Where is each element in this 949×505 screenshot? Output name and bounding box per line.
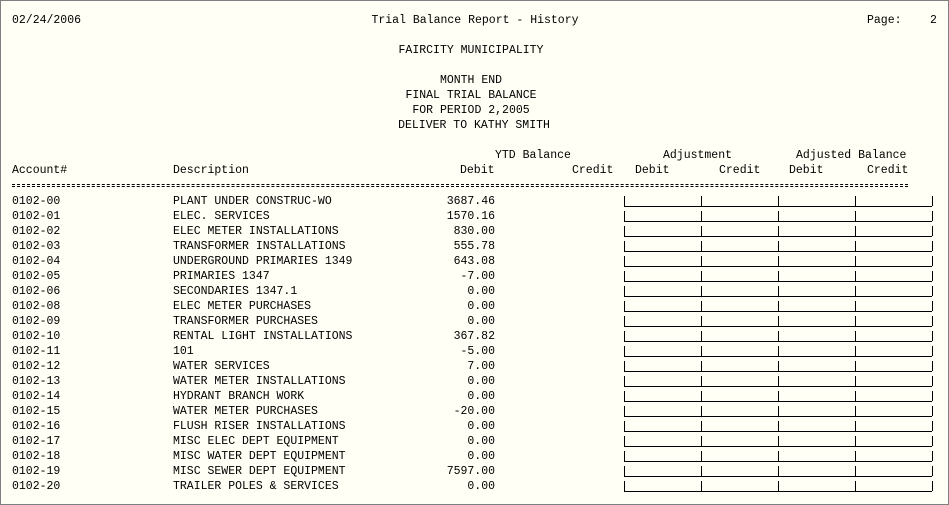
ytd-debit-value: 555.78 [453,240,495,253]
adj-debit-field[interactable] [624,421,701,432]
adj-credit-field[interactable] [701,211,778,222]
account-number: 0102-01 [12,210,61,223]
field-end-bar [932,391,933,401]
entry-fields [624,226,933,237]
ytd-credit-header: Credit [572,164,614,177]
ytd-debit-value: 1570.16 [446,210,495,223]
account-number: 0102-12 [12,360,61,373]
account-description: ELEC METER INSTALLATIONS [173,225,339,238]
account-description: ELEC METER PURCHASES [173,300,312,313]
entry-fields [624,436,933,447]
adjbal-debit-field[interactable] [778,406,855,417]
account-description: MISC SEWER DEPT EQUIPMENT [173,465,346,478]
adj-debit-field[interactable] [624,406,701,417]
table-row [1,344,948,359]
field-end-bar [932,421,933,431]
adj-credit-field[interactable] [701,331,778,342]
header-separator-lower [12,186,908,187]
field-end-bar [932,316,933,326]
adj-credit-field[interactable] [701,436,778,447]
adjbal-debit-field[interactable] [778,286,855,297]
adjbal-debit-field[interactable] [778,241,855,252]
account-number: 0102-10 [12,330,61,343]
table-row [1,434,948,449]
field-end-bar [932,331,933,341]
adjbal-debit-field[interactable] [778,226,855,237]
adjbal-credit-header: Credit [867,164,909,177]
adj-debit-field[interactable] [624,391,701,402]
field-end-bar [932,256,933,266]
account-description: TRANSFORMER PURCHASES [173,315,318,328]
table-row [1,194,948,209]
table-row [1,329,948,344]
entry-fields [624,466,933,477]
adjbal-credit-field[interactable] [855,361,932,372]
adjbal-credit-field[interactable] [855,241,932,252]
header-line-3: FOR PERIOD 2,2005 [412,104,530,117]
entry-fields [624,346,933,357]
account-description: 101 [173,345,194,358]
table-row [1,449,948,464]
field-end-bar [932,196,933,206]
adj-debit-field[interactable] [624,286,701,297]
entry-fields [624,421,933,432]
account-number: 0102-02 [12,225,61,238]
ytd-debit-header: Debit [460,164,495,177]
account-description: SECONDARIES 1347.1 [173,285,298,298]
account-number: 0102-11 [12,345,61,358]
ytd-debit-value: 0.00 [467,375,495,388]
adjbal-credit-field[interactable] [855,466,932,477]
adjbal-debit-field[interactable] [778,391,855,402]
account-number: 0102-17 [12,435,61,448]
adjbal-credit-field[interactable] [855,436,932,447]
entry-fields [624,316,933,327]
field-end-bar [932,271,933,281]
adj-debit-field[interactable] [624,226,701,237]
adjbal-credit-field[interactable] [855,196,932,207]
ytd-debit-value: 7597.00 [446,465,495,478]
adjbal-credit-field[interactable] [855,451,932,462]
table-row [1,479,948,494]
entry-fields [624,481,933,492]
adjbal-debit-field[interactable] [778,211,855,222]
adj-debit-field[interactable] [624,436,701,447]
ytd-debit-value: -20.00 [453,405,495,418]
entry-fields [624,211,933,222]
account-description: TRANSFORMER INSTALLATIONS [173,240,346,253]
adjbal-debit-field[interactable] [778,481,855,492]
table-row [1,359,948,374]
adj-credit-field[interactable] [701,286,778,297]
ytd-balance-header: YTD Balance [495,149,571,162]
adjbal-debit-field[interactable] [778,316,855,327]
field-end-bar [932,301,933,311]
adj-credit-field[interactable] [701,316,778,327]
account-number: 0102-16 [12,420,61,433]
table-row [1,224,948,239]
account-description: PLANT UNDER CONSTRUC-WO [173,195,332,208]
adj-debit-field[interactable] [624,361,701,372]
field-end-bar [932,406,933,416]
table-row [1,389,948,404]
adj-credit-field[interactable] [701,346,778,357]
table-row [1,464,948,479]
ytd-debit-value: 0.00 [467,390,495,403]
account-number: 0102-14 [12,390,61,403]
table-row [1,419,948,434]
ytd-debit-value: 0.00 [467,315,495,328]
adjbal-credit-field[interactable] [855,481,932,492]
ytd-debit-value: 0.00 [467,480,495,493]
entry-fields [624,331,933,342]
table-row [1,284,948,299]
header-line-2: FINAL TRIAL BALANCE [405,89,537,102]
ytd-debit-value: 367.82 [453,330,495,343]
entry-fields [624,376,933,387]
table-row [1,404,948,419]
adj-credit-field[interactable] [701,466,778,477]
adjbal-debit-field[interactable] [778,331,855,342]
adj-credit-field[interactable] [701,271,778,282]
adj-credit-field[interactable] [701,361,778,372]
adj-credit-field[interactable] [701,481,778,492]
field-end-bar [932,436,933,446]
entry-fields [624,451,933,462]
ytd-debit-value: 3687.46 [446,195,495,208]
org-name: FAIRCITY MUNICIPALITY [398,44,544,57]
adjustment-header: Adjustment [663,149,733,162]
ytd-debit-value: -7.00 [460,270,495,283]
adj-credit-field[interactable] [701,421,778,432]
adjbal-debit-field[interactable] [778,436,855,447]
adjbal-debit-field[interactable] [778,421,855,432]
adj-debit-field[interactable] [624,451,701,462]
report-date: 02/24/2006 [12,14,82,27]
entry-fields [624,361,933,372]
adjbal-credit-field[interactable] [855,421,932,432]
entry-fields [624,256,933,267]
account-description: RENTAL LIGHT INSTALLATIONS [173,330,353,343]
field-end-bar [932,226,933,236]
field-end-bar [932,211,933,221]
page-number: 2 [930,14,937,27]
account-description: TRAILER POLES & SERVICES [173,480,339,493]
adj-debit-field[interactable] [624,466,701,477]
account-description: WATER METER PURCHASES [173,405,318,418]
table-row [1,314,948,329]
adjbal-credit-field[interactable] [855,256,932,267]
account-number: 0102-03 [12,240,61,253]
header-separator [12,184,908,185]
adjbal-debit-field[interactable] [778,256,855,267]
adjbal-debit-field[interactable] [778,376,855,387]
account-description: PRIMARIES 1347 [173,270,270,283]
account-number: 0102-05 [12,270,61,283]
account-number: 0102-20 [12,480,61,493]
ytd-debit-value: 830.00 [453,225,495,238]
adj-debit-field[interactable] [624,481,701,492]
adjbal-credit-field[interactable] [855,406,932,417]
account-number: 0102-15 [12,405,61,418]
adj-debit-field[interactable] [624,256,701,267]
ytd-debit-value: 7.00 [467,360,495,373]
account-number: 0102-00 [12,195,61,208]
adjbal-credit-field[interactable] [855,211,932,222]
account-column-header: Account# [12,164,68,177]
account-description: ELEC. SERVICES [173,210,270,223]
adj-debit-field[interactable] [624,241,701,252]
field-end-bar [932,481,933,491]
entry-fields [624,301,933,312]
table-row [1,269,948,284]
adj-credit-field[interactable] [701,256,778,267]
field-end-bar [932,361,933,371]
account-number: 0102-19 [12,465,61,478]
page-label: Page: [867,14,902,27]
adj-debit-field[interactable] [624,301,701,312]
adjbal-credit-field[interactable] [855,301,932,312]
field-end-bar [932,241,933,251]
table-row [1,299,948,314]
ytd-debit-value: 0.00 [467,300,495,313]
adj-credit-field[interactable] [701,301,778,312]
account-number: 0102-09 [12,315,61,328]
entry-fields [624,271,933,282]
adj-debit-field[interactable] [624,316,701,327]
table-row [1,374,948,389]
adj-debit-field[interactable] [624,331,701,342]
adjbal-credit-field[interactable] [855,376,932,387]
account-number: 0102-08 [12,300,61,313]
adjusted-balance-header: Adjusted Balance [796,149,907,162]
table-row [1,254,948,269]
description-column-header: Description [173,164,249,177]
adj-debit-field[interactable] [624,196,701,207]
adj-debit-field[interactable] [624,346,701,357]
entry-fields [624,286,933,297]
adj-debit-header: Debit [635,164,670,177]
adjbal-credit-field[interactable] [855,316,932,327]
ytd-debit-value: 0.00 [467,420,495,433]
account-description: HYDRANT BRANCH WORK [173,390,305,403]
ytd-debit-value: -5.00 [460,345,495,358]
adj-debit-field[interactable] [624,376,701,387]
adj-credit-field[interactable] [701,226,778,237]
account-number: 0102-18 [12,450,61,463]
account-number: 0102-13 [12,375,61,388]
adj-debit-field[interactable] [624,211,701,222]
adj-credit-header: Credit [719,164,761,177]
field-end-bar [932,466,933,476]
header-line-1: MONTH END [439,74,503,87]
adjbal-debit-field[interactable] [778,361,855,372]
ytd-debit-value: 643.08 [453,255,495,268]
ytd-debit-value: 0.00 [467,285,495,298]
entry-fields [624,196,933,207]
account-description: MISC ELEC DEPT EQUIPMENT [173,435,339,448]
entry-fields [624,241,933,252]
adj-debit-field[interactable] [624,271,701,282]
adjbal-credit-field[interactable] [855,346,932,357]
adjbal-debit-field[interactable] [778,466,855,477]
table-row [1,239,948,254]
adj-credit-field[interactable] [701,376,778,387]
account-number: 0102-04 [12,255,61,268]
account-description: MISC WATER DEPT EQUIPMENT [173,450,346,463]
account-description: WATER METER INSTALLATIONS [173,375,346,388]
field-end-bar [932,286,933,296]
adj-credit-field[interactable] [701,451,778,462]
field-end-bar [932,346,933,356]
account-description: UNDERGROUND PRIMARIES 1349 [173,255,353,268]
entry-fields [624,391,933,402]
adj-credit-field[interactable] [701,406,778,417]
adjbal-debit-field[interactable] [778,301,855,312]
adjbal-credit-field[interactable] [855,226,932,237]
entry-fields [624,406,933,417]
ytd-debit-value: 0.00 [467,435,495,448]
report-title: Trial Balance Report - History [371,14,579,27]
adjbal-credit-field[interactable] [855,271,932,282]
ytd-debit-value: 0.00 [467,450,495,463]
adjbal-debit-field[interactable] [778,271,855,282]
adj-credit-field[interactable] [701,391,778,402]
adjbal-debit-field[interactable] [778,196,855,207]
field-end-bar [932,376,933,386]
account-description: WATER SERVICES [173,360,270,373]
table-row [1,209,948,224]
adjbal-debit-field[interactable] [778,346,855,357]
account-number: 0102-06 [12,285,61,298]
adjbal-debit-header: Debit [789,164,824,177]
adj-credit-field[interactable] [701,241,778,252]
header-line-4: DELIVER TO KATHY SMITH [398,119,550,132]
adjbal-credit-field[interactable] [855,286,932,297]
account-description: FLUSH RISER INSTALLATIONS [173,420,346,433]
adjbal-credit-field[interactable] [855,331,932,342]
adjbal-debit-field[interactable] [778,451,855,462]
adjbal-credit-field[interactable] [855,391,932,402]
field-end-bar [932,451,933,461]
adj-credit-field[interactable] [701,196,778,207]
